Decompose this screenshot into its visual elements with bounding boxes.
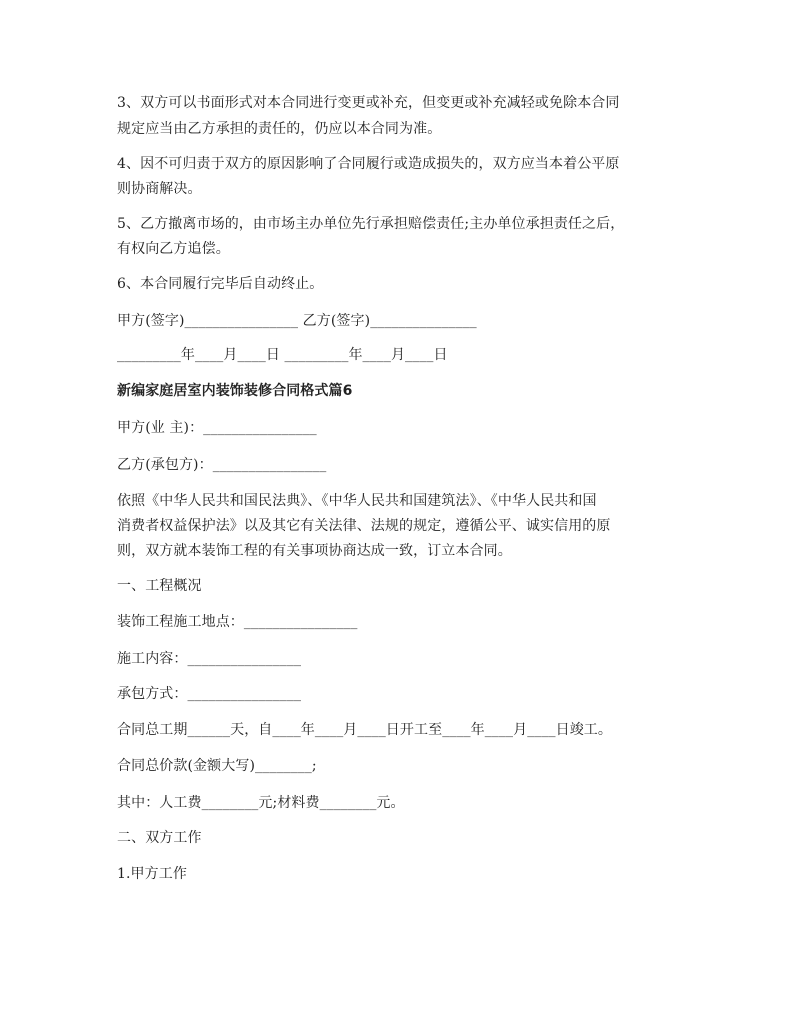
contract-mode-field: 承包方式：________________ — [117, 686, 302, 702]
clause-3-line-1: 3、双方可以书面形式对本合同进行变更或补充，但变更或补充减轻或免除本合同 — [117, 95, 620, 111]
party-b-field: 乙方(承包方)：________________ — [117, 457, 327, 473]
signature-line: 甲方(签字)________________ 乙方(签字)_______________ — [117, 313, 477, 329]
signature-date-line: _________年____月____日 _________年____月____日 — [117, 347, 448, 363]
part-2-heading: 二、双方工作 — [117, 830, 202, 846]
site-field: 装饰工程施工地点：________________ — [117, 614, 358, 630]
intro-line-3: 则，双方就本装饰工程的有关事项协商达成一致，订立本合同。 — [117, 543, 512, 559]
section-title: 新编家庭居室内装饰装修合同格式篇6 — [117, 383, 353, 399]
clause-5-line-2: 有权向乙方追偿。 — [117, 241, 230, 257]
party-a-field: 甲方(业 主)：________________ — [117, 420, 317, 436]
clause-5-line-1: 5、乙方撤离市场的，由市场主办单位先行承担赔偿责任;主办单位承担责任之后， — [117, 216, 625, 232]
content-field: 施工内容：________________ — [117, 651, 302, 667]
clause-4-line-2: 则协商解决。 — [117, 181, 202, 197]
intro-line-2: 消费者权益保护法》以及其它有关法律、法规的规定，遵循公平、诚实信用的原 — [117, 518, 611, 534]
clause-4-line-1: 4、因不可归责于双方的原因影响了合同履行或造成损失的，双方应当本着公平原 — [117, 156, 620, 172]
part-2-1-heading: 1.甲方工作 — [117, 866, 187, 882]
clause-6: 6、本合同履行完毕后自动终止。 — [117, 276, 324, 292]
cost-breakdown-field: 其中：人工费________元;材料费________元。 — [117, 795, 405, 811]
intro-line-1: 依照《中华人民共和国民法典》、《中华人民共和国建筑法》、《中华人民共和国 — [117, 493, 597, 509]
period-field: 合同总工期______天，自____年____月____日开工至____年____月____日竣工。 — [117, 722, 612, 738]
total-price-field: 合同总价款(金额大写)________; — [117, 758, 317, 774]
part-1-heading: 一、工程概况 — [117, 578, 202, 594]
clause-3-line-2: 规定应当由乙方承担的责任的，仍应以本合同为准。 — [117, 121, 442, 137]
